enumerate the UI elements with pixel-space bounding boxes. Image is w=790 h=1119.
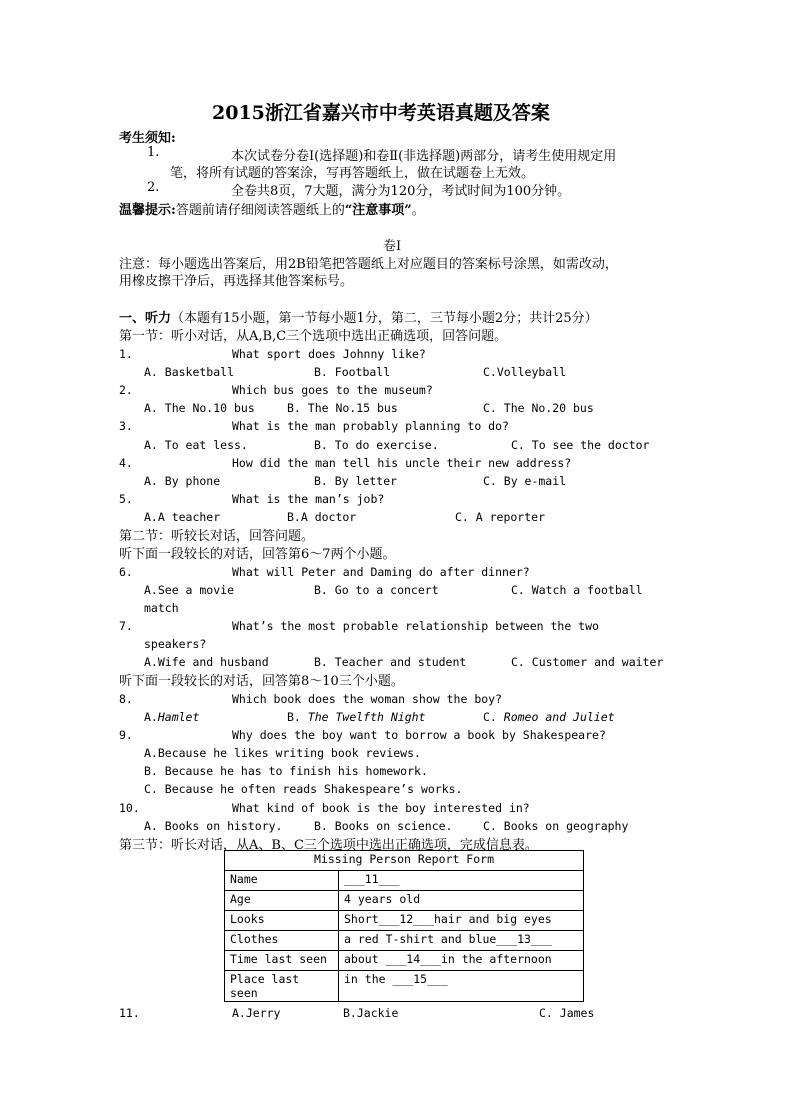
reminder bbox=[119, 199, 425, 218]
reminder-end: 。 bbox=[411, 203, 425, 218]
option-b: B. Teacher and student bbox=[314, 655, 467, 669]
page-title: 2015浙江省嘉兴市中考英语真题及答案 bbox=[212, 102, 550, 124]
option-c-prefix: C. bbox=[483, 710, 504, 724]
option-a: A.A teacher bbox=[144, 510, 221, 524]
option-a: A. By phone bbox=[144, 474, 221, 488]
form-value: Short___12___hair and big eyes bbox=[339, 911, 584, 931]
form-row bbox=[225, 911, 584, 931]
form-value: a red T-shirt and blue___13___ bbox=[339, 931, 584, 951]
form-label: Name bbox=[225, 871, 339, 891]
form-label: Time last seen bbox=[225, 951, 339, 971]
option-b: B. Because he has to finish his homework. bbox=[144, 764, 428, 778]
form-row bbox=[225, 891, 584, 911]
question-number: 2. bbox=[119, 383, 133, 397]
option-c-title: Romeo and Juliet bbox=[503, 710, 615, 724]
option-b: B. To do exercise. bbox=[314, 438, 439, 452]
question-text: Which book does the woman show the boy? bbox=[232, 692, 503, 706]
option-c bbox=[483, 710, 615, 724]
question-number: 4. bbox=[119, 456, 133, 470]
missing-person-form bbox=[224, 850, 584, 1002]
notice-1-number: 1. bbox=[147, 145, 160, 160]
option-a-title: Hamlet bbox=[157, 710, 200, 724]
option-b: B.A doctor bbox=[287, 510, 357, 524]
option-b-prefix: B. bbox=[287, 710, 308, 724]
section-1-heading bbox=[119, 307, 598, 326]
option-c: C. A reporter bbox=[455, 510, 546, 524]
question-text: What kind of book is the boy interested in? bbox=[232, 801, 530, 815]
notice-heading: 考生须知: bbox=[119, 131, 176, 146]
option-c: C. The No.20 bus bbox=[483, 401, 594, 415]
form-row bbox=[225, 871, 584, 891]
question-text: What will Peter and Daming do after dinner? bbox=[232, 565, 530, 579]
option-b: B. Football bbox=[314, 365, 391, 379]
question-text: What is the man’s job? bbox=[232, 492, 385, 506]
option-c: C. To see the doctor bbox=[511, 438, 650, 452]
section-1-text: （本题有15小题，第一节每小题1分，第二，三节每小题2分；共计25分） bbox=[171, 311, 598, 326]
form-label: Looks bbox=[225, 911, 339, 931]
option-c: C. James bbox=[539, 1006, 595, 1020]
reminder-text: 答题前请仔细阅读答题纸上的 bbox=[175, 203, 345, 218]
option-c: C. Because he often reads Shakespeare’s works. bbox=[144, 782, 463, 796]
reminder-emphasis: “注意事项” bbox=[344, 203, 412, 218]
question-number: 11. bbox=[119, 1006, 140, 1020]
option-b: B. Go to a concert bbox=[314, 583, 439, 597]
question-number: 7. bbox=[119, 619, 133, 633]
question-text: What sport does Johnny like? bbox=[232, 347, 426, 361]
option-c: C. Customer and waiter bbox=[511, 655, 664, 669]
question-number: 3. bbox=[119, 419, 133, 433]
form-label: Place last seen bbox=[225, 971, 339, 1002]
option-c: C. Books on geography bbox=[483, 819, 629, 833]
option-a: A. Basketball bbox=[144, 365, 235, 379]
form-title: Missing Person Report Form bbox=[225, 851, 584, 871]
option-c: C. By e-mail bbox=[483, 474, 567, 488]
option-a: A.Because he likes writing book reviews. bbox=[144, 746, 421, 760]
question-number: 10. bbox=[119, 801, 140, 815]
option-a: A.Wife and husband bbox=[144, 655, 269, 669]
instruction-line-2: 用橡皮擦干净后，再选择其他答案标号。 bbox=[119, 274, 354, 289]
option-a: A.Jerry bbox=[232, 1006, 281, 1020]
part-2-subinstruction-2: 听下面一段较长的对话，回答第8～10三个小题。 bbox=[119, 674, 404, 689]
option-a: A.See a movie bbox=[144, 583, 235, 597]
form-row bbox=[225, 931, 584, 951]
question-number: 8. bbox=[119, 692, 133, 706]
part-3-instruction: 第三节：听长对话，从A、B、C三个选项中选出正确选项，完成信息表。 bbox=[119, 838, 538, 853]
question-number: 1. bbox=[119, 347, 133, 361]
option-b: B.Jackie bbox=[343, 1006, 399, 1020]
question-text: How did the man tell his uncle their new address? bbox=[232, 456, 572, 470]
question-text: Why does the boy want to borrow a book by Shakespeare? bbox=[232, 728, 606, 742]
option-c: C. Watch a football bbox=[511, 583, 643, 597]
option-a bbox=[144, 710, 199, 724]
option-a: A. The No.10 bus bbox=[144, 401, 255, 415]
form-row bbox=[225, 951, 584, 971]
question-text: Which bus goes to the museum? bbox=[232, 383, 433, 397]
form-value: 4 years old bbox=[339, 891, 584, 911]
option-c-continuation: match bbox=[144, 601, 179, 615]
notice-1-line-1: 本次试卷分卷Ⅰ(选择题)和卷Ⅱ(非选择题)两部分，请考生使用规定用 bbox=[231, 149, 617, 164]
option-a: A. To eat less. bbox=[144, 438, 248, 452]
reminder-label: 温馨提示: bbox=[119, 203, 176, 218]
option-a: A. Books on history. bbox=[144, 819, 283, 833]
option-b: B. Books on science. bbox=[314, 819, 453, 833]
form-label: Clothes bbox=[225, 931, 339, 951]
instruction-line-1: 注意：每小题选出答案后，用2B铅笔把答题纸上对应题目的答案标号涂黑，如需改动， bbox=[119, 257, 618, 272]
question-number: 6. bbox=[119, 565, 133, 579]
notice-1-line-2: 笔，将所有试题的答案涂，写再答题纸上，做在试题卷上无效。 bbox=[170, 166, 535, 181]
option-b bbox=[287, 710, 425, 724]
notice-2-number: 2. bbox=[147, 180, 160, 195]
form-value: about ___14___in the afternoon bbox=[339, 951, 584, 971]
part-2-subinstruction: 听下面一段较长的对话，回答第6～7两个小题。 bbox=[119, 547, 396, 562]
question-number: 5. bbox=[119, 492, 133, 506]
part-2-instruction: 第二节：听较长对话，回答问题。 bbox=[119, 529, 315, 544]
question-text: What’s the most probable relationship between the two bbox=[232, 619, 599, 633]
part-1-instruction: 第一节：听小对话，从A,B,C三个选项中选出正确选项，回答问题。 bbox=[119, 329, 508, 344]
option-b: B. By letter bbox=[314, 474, 398, 488]
form-value: in the ___15___ bbox=[339, 971, 584, 1002]
notice-2-text: 全卷共8页，7大题，满分为120分，考试时间为100分钟。 bbox=[231, 184, 571, 199]
section-1-label: 一、听力 bbox=[119, 311, 172, 326]
volume-heading: 卷Ⅰ bbox=[383, 239, 402, 254]
form-title-row bbox=[225, 851, 584, 871]
question-text-continuation: speakers? bbox=[144, 637, 207, 651]
form-label: Age bbox=[225, 891, 339, 911]
form-value: ___11___ bbox=[339, 871, 584, 891]
option-a-prefix: A. bbox=[144, 710, 158, 724]
question-text: What is the man probably planning to do? bbox=[232, 419, 509, 433]
option-b-title: The Twelfth Night bbox=[307, 710, 426, 724]
form-row bbox=[225, 971, 584, 1002]
option-b: B. The No.15 bus bbox=[287, 401, 398, 415]
question-number: 9. bbox=[119, 728, 133, 742]
option-c: C.Volleyball bbox=[483, 365, 567, 379]
